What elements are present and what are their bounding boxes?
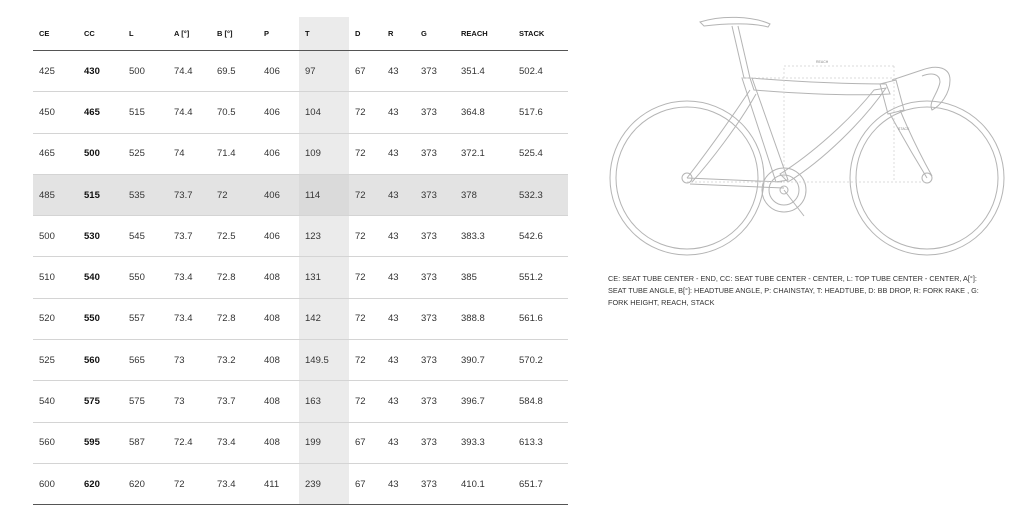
table-cell: 72 [168,463,211,504]
table-row [33,133,568,174]
table-cell: 390.7 [455,340,513,381]
table-cell: 575 [78,381,123,422]
table-cell: 575 [123,381,168,422]
table-cell: 515 [78,174,123,215]
table-cell: 411 [258,463,299,504]
table-cell: 373 [415,133,455,174]
table-cell: 373 [415,216,455,257]
table-cell: 73 [168,381,211,422]
geometry-table [33,17,568,505]
handlebar [892,67,950,110]
table-cell: 408 [258,381,299,422]
column-header: REACH [455,17,513,51]
table-cell: 104 [299,92,349,133]
table-cell: 43 [382,381,415,422]
table-cell: 388.8 [455,298,513,339]
table-cell: 550 [123,257,168,298]
table-cell: 406 [258,216,299,257]
table-cell: 199 [299,422,349,463]
column-header: D [349,17,382,51]
table-cell: 72.8 [211,257,258,298]
table-cell: 373 [415,51,455,92]
table-cell: 450 [33,92,78,133]
table-cell: 72 [349,92,382,133]
table-cell: 74.4 [168,92,211,133]
table-cell: 73.4 [211,463,258,504]
table-cell: 500 [33,216,78,257]
table-cell: 239 [299,463,349,504]
table-cell: 406 [258,51,299,92]
table-cell: 373 [415,340,455,381]
table-cell: 67 [349,51,382,92]
table-cell: 525 [33,340,78,381]
geometry-legend: CE: SEAT TUBE CENTER - END, CC: SEAT TUBE CENTER - CENTER, L: TOP TUBE CENTER - CENTER, A[°]: SEAT TUBE ANGLE, B[°]: HEADTUBE ANGLE, P: CHAINSTAY, T: HEADTUBE, D: BB DROP, R: FORK RAKE , G: FORK HEIGHT, REACH, STACK [608,274,979,307]
table-cell: 613.3 [513,422,568,463]
table-cell: 620 [123,463,168,504]
column-header: STACK [513,17,568,51]
table-cell: 540 [33,381,78,422]
table-cell: 385 [455,257,513,298]
table-cell: 72.8 [211,298,258,339]
table-cell: 74.4 [168,51,211,92]
table-cell: 595 [78,422,123,463]
table-cell: 525 [123,133,168,174]
table-cell: 43 [382,340,415,381]
table-cell: 70.5 [211,92,258,133]
table-cell: 73.7 [211,381,258,422]
table-cell: 131 [299,257,349,298]
table-cell: 72 [349,340,382,381]
table-row [33,51,568,92]
table-cell: 114 [299,174,349,215]
table-cell: 71.4 [211,133,258,174]
column-header: R [382,17,415,51]
table-cell: 43 [382,216,415,257]
table-cell: 43 [382,133,415,174]
stack-label: STACK [898,127,910,131]
table-cell: 620 [78,463,123,504]
table-cell: 73.2 [211,340,258,381]
dimension-lines [687,66,927,182]
table-row [33,257,568,298]
column-header: CE [33,17,78,51]
table-row [33,298,568,339]
table-cell: 72 [349,298,382,339]
table-cell: 43 [382,174,415,215]
table-row [33,174,568,215]
table-cell: 561.6 [513,298,568,339]
column-header: A [°] [168,17,211,51]
chainring [762,168,806,216]
table-body [33,51,568,505]
table-cell: 97 [299,51,349,92]
table-cell: 373 [415,298,455,339]
table-cell: 72 [211,174,258,215]
table-cell: 72.4 [168,422,211,463]
table-cell: 406 [258,174,299,215]
reach-label: REACH [816,60,829,64]
table-cell: 515 [123,92,168,133]
table-cell: 517.6 [513,92,568,133]
table-row [33,216,568,257]
table-cell: 43 [382,298,415,339]
table-cell: 565 [123,340,168,381]
table-cell: 149.5 [299,340,349,381]
table-cell: 373 [415,92,455,133]
column-header: G [415,17,455,51]
table-cell: 570.2 [513,340,568,381]
column-header: P [258,17,299,51]
table-cell: 540 [78,257,123,298]
saddle [700,17,770,27]
table-row [33,422,568,463]
table-cell: 430 [78,51,123,92]
table-cell: 72 [349,133,382,174]
table-cell: 43 [382,422,415,463]
table-cell: 485 [33,174,78,215]
table-cell: 74 [168,133,211,174]
table-cell: 500 [78,133,123,174]
table-cell: 73.7 [168,174,211,215]
table-cell: 584.8 [513,381,568,422]
table-cell: 72.5 [211,216,258,257]
table-cell: 465 [78,92,123,133]
table-cell: 351.4 [455,51,513,92]
table-cell: 551.2 [513,257,568,298]
table-cell: 43 [382,92,415,133]
table-cell: 560 [78,340,123,381]
table-cell: 73 [168,340,211,381]
table-cell: 373 [415,463,455,504]
column-header: T [299,17,349,51]
column-header: B [°] [211,17,258,51]
table-cell: 364.8 [455,92,513,133]
table-cell: 142 [299,298,349,339]
table-row [33,463,568,504]
table-cell: 530 [78,216,123,257]
table-cell: 520 [33,298,78,339]
table-cell: 535 [123,174,168,215]
table-row [33,340,568,381]
table-cell: 109 [299,133,349,174]
table-cell: 408 [258,422,299,463]
table-cell: 43 [382,463,415,504]
table-cell: 163 [299,381,349,422]
table-cell: 373 [415,257,455,298]
table-cell: 406 [258,133,299,174]
bike-frame [687,78,932,188]
table-cell: 393.3 [455,422,513,463]
table-cell: 550 [78,298,123,339]
bike-geometry-diagram [604,10,1012,258]
table-cell: 73.4 [211,422,258,463]
table-cell: 557 [123,298,168,339]
table-cell: 43 [382,257,415,298]
table-cell: 525.4 [513,133,568,174]
table-cell: 73.4 [168,257,211,298]
table-header-row [33,17,568,51]
table-cell: 69.5 [211,51,258,92]
table-cell: 67 [349,422,382,463]
table-cell: 465 [33,133,78,174]
table-cell: 67 [349,463,382,504]
table-cell: 72 [349,174,382,215]
table-cell: 72 [349,381,382,422]
table-cell: 372.1 [455,133,513,174]
table-cell: 587 [123,422,168,463]
table-cell: 560 [33,422,78,463]
table-cell: 43 [382,51,415,92]
table-cell: 425 [33,51,78,92]
table-cell: 542.6 [513,216,568,257]
table-cell: 651.7 [513,463,568,504]
table-cell: 532.3 [513,174,568,215]
table-cell: 545 [123,216,168,257]
table-cell: 408 [258,257,299,298]
column-header: CC [78,17,123,51]
table-cell: 378 [455,174,513,215]
table-cell: 510 [33,257,78,298]
seatpost [732,26,750,78]
table-cell: 500 [123,51,168,92]
table-cell: 72 [349,257,382,298]
table-cell: 408 [258,298,299,339]
table-cell: 408 [258,340,299,381]
table-cell: 410.1 [455,463,513,504]
table-cell: 123 [299,216,349,257]
table-cell: 72 [349,216,382,257]
table-cell: 73.4 [168,298,211,339]
table-cell: 502.4 [513,51,568,92]
table-row [33,381,568,422]
table-cell: 406 [258,92,299,133]
table-cell: 600 [33,463,78,504]
table-cell: 383.3 [455,216,513,257]
table-row [33,92,568,133]
table-cell: 396.7 [455,381,513,422]
column-header: L [123,17,168,51]
table-cell: 373 [415,174,455,215]
table-cell: 373 [415,422,455,463]
table-cell: 373 [415,381,455,422]
table-cell: 73.7 [168,216,211,257]
